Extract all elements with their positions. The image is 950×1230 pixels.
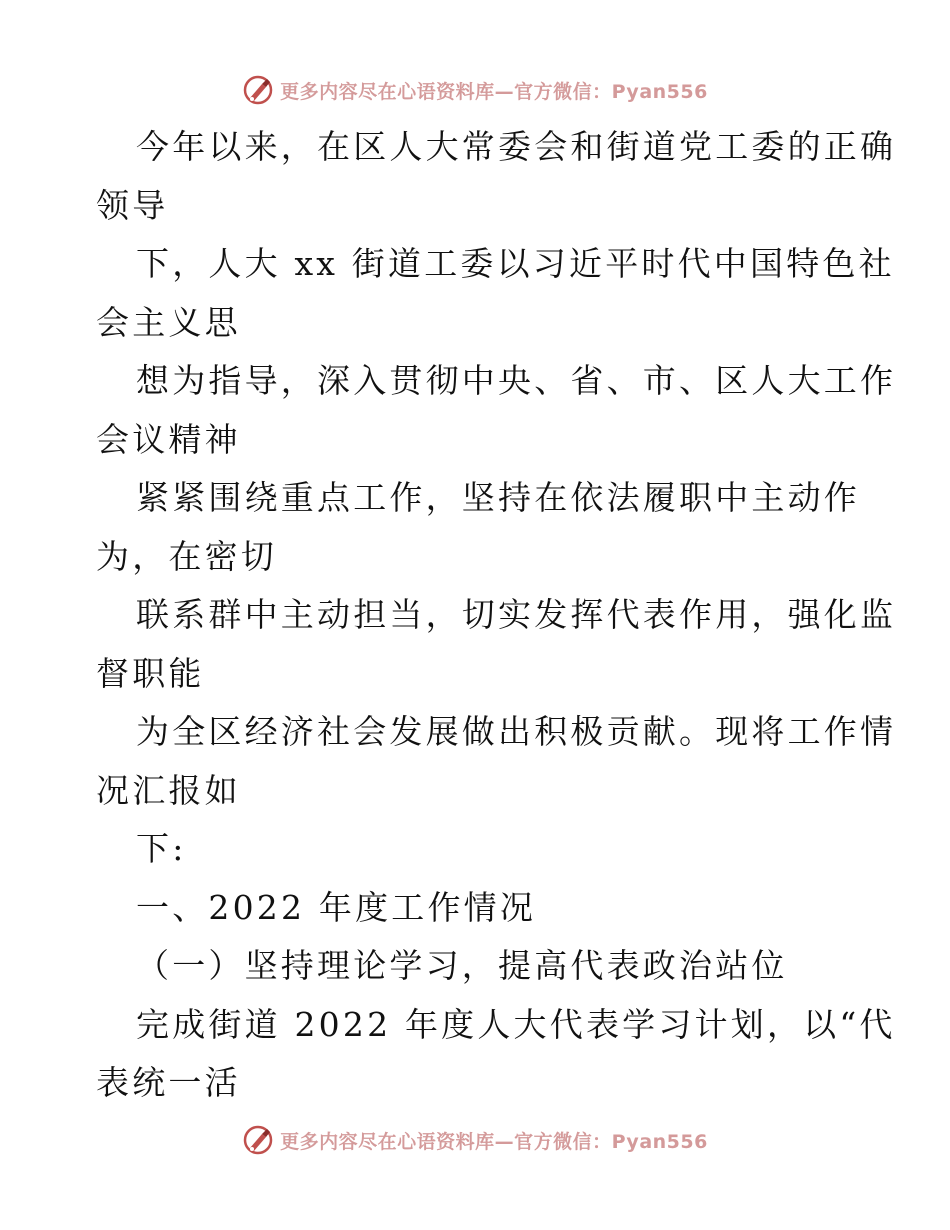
text-line: 紧紧围绕重点工作，坚持在依法履职中主动作 (136, 478, 860, 517)
text-line: 下: (136, 829, 187, 868)
text-line: 表统一活 (96, 1063, 241, 1102)
text-line: （一）坚持理论学习，提高代表政治站位 (136, 946, 788, 985)
text-line: 今年以来，在区人大常委会和街道党工委的正确 (136, 127, 897, 166)
text-line: 为，在密切 (96, 536, 277, 576)
text-line: 完成街道 2022 年度人大代表学习计划，以“代 (136, 1004, 896, 1044)
pen-logo-icon (242, 74, 274, 106)
watermark-text: 更多内容尽在心语资料库—官方微信：Pyan556 (280, 80, 708, 103)
watermark-header (0, 72, 950, 108)
pen-logo-icon (242, 1124, 274, 1156)
document-body (96, 118, 897, 1113)
text-line: 下，人大 xx 街道工委以习近平时代中国特色社 (136, 244, 895, 283)
watermark-text: 更多内容尽在心语资料库—官方微信：Pyan556 (280, 1130, 708, 1153)
text-line: 联系群中主动担当，切实发挥代表作用，强化监 (136, 595, 897, 634)
text-line: 想为指导，深入贯彻中央、省、市、区人大工作 (136, 361, 897, 400)
text-line: 为全区经济社会发展做出积极贡献。现将工作情 (136, 712, 897, 751)
text-line: 一、2022 年度工作情况 (136, 887, 537, 927)
text-line: 会议精神 (96, 419, 241, 459)
watermark-footer (0, 1122, 950, 1158)
text-line: 领导 (96, 185, 169, 225)
text-line: 督职能 (96, 653, 205, 693)
text-line: 况汇报如 (96, 770, 241, 810)
text-line: 会主义思 (96, 302, 241, 342)
